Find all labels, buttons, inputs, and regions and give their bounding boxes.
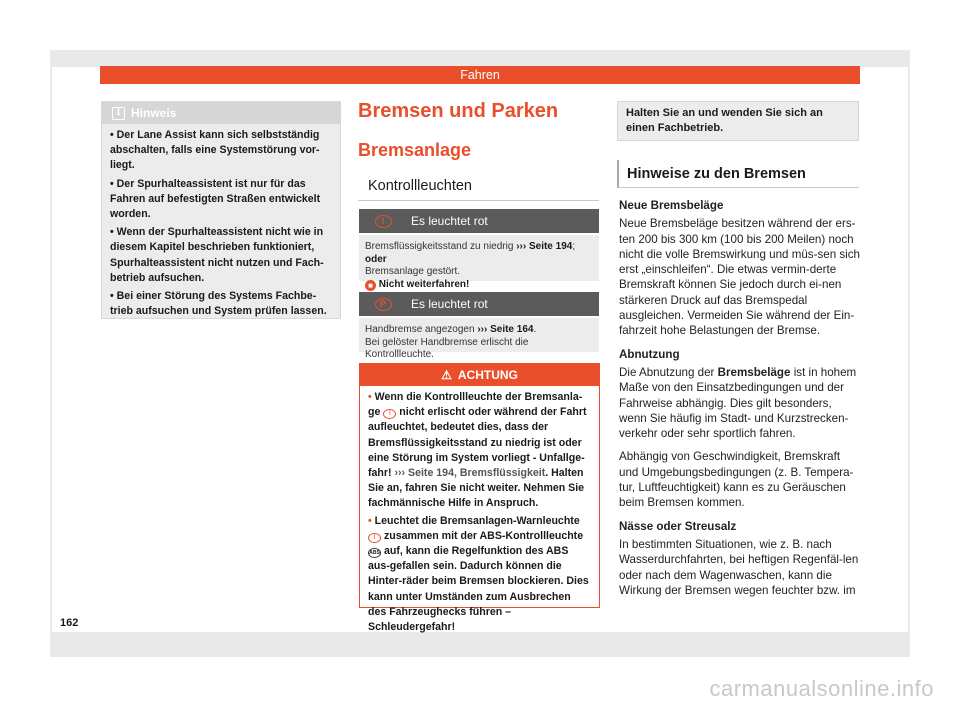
chapter-header: Fahren [100, 66, 860, 84]
page-reference: ››› Seite 164 [477, 324, 534, 335]
note-item: • Wenn der Spurhalteassistent nicht wie in diesem Kapitel beschrieben funktioniert, Spurhalteassistent nicht nutzen und Fach-betrieb aufsuchen. [110, 225, 332, 286]
subsubsection-title: Kontrollleuchten [368, 178, 472, 194]
note-title-bar [102, 102, 340, 124]
note-item: • Der Lane Assist kann sich selbstständig abschalten, falls eine Systemstörung vor-liegt. [110, 128, 332, 174]
page-number: 162 [60, 617, 79, 629]
watermark: carmanualsonline.info [709, 676, 934, 701]
note-item: • Der Spurhalteassistent ist nur für das Fahren auf befestigten Straßen entwickelt worden. [110, 177, 332, 223]
brake-warning-icon: ! [375, 215, 392, 228]
section-title: Bremsen und Parken [358, 100, 559, 122]
note-list [102, 124, 340, 319]
note-title: Hinweis [131, 106, 177, 120]
paragraph: Abhängig von Geschwindigkeit, Bremskraft und Umgebungsbedingungen (z. B. Tempera-tur, Luftfeuchtigkeit) kann es zu Geräuschen beim Bremsen kommen. [619, 450, 854, 510]
brake-warning-icon: ! [383, 409, 396, 419]
subheading: Nässe oder Streusalz [619, 519, 737, 533]
subheading: Abnutzung [619, 347, 680, 361]
caution-paragraph: • Leuchtet die Bremsanlagen-Warnleuchte ! zusammen mit der ABS-Kontrollleuchte ABS auf, kann die Regelfunktion des ABS aus-gefallen sein. Dadurch können die Hinter-räder beim Bremsen blockieren. Dies kann unter Umständen zum Ausbrechen des Fahrzeughecks führen – Schleudergefahr! [368, 514, 589, 634]
indicator-handbrake-body: Handbremse angezogen ››› Seite 164. Bei gelöster Handbremse erlischt die Kontrollleuchte. [359, 318, 599, 352]
abs-icon: ABS [369, 550, 380, 557]
paragraph: In bestimmten Situationen, wie z. B. nach Wasserdurchfahrten, bei heftigen Regenfäl-len oder nach dem Wagenwaschen, kann die Wirkung der Bremsen wegen feuchter bzw. im [619, 537, 859, 597]
caution-title: ACHTUNG [457, 368, 518, 382]
indicator-label: Es leuchtet rot [411, 297, 488, 311]
parking-brake-icon: P [375, 298, 392, 311]
section-heading: Hinweise zu den Bremsen [617, 160, 859, 188]
brake-warning-icon: ! [368, 533, 381, 543]
note-item: • Bei einer Störung des Systems Fachbe-trieb aufsuchen und System prüfen lassen. [110, 289, 332, 319]
paragraph: Die Abnutzung der Bremsbeläge ist in hohem Maße von den Einsatzbedingungen und der Fahrweise abhängig. Dies gilt besonders, wenn Sie häufig im Stadt- und Kurzstrecken-verkehr oder sehr sportlich fahren. [619, 365, 857, 441]
stop-icon: ■ [365, 280, 376, 291]
highlight-box: Halten Sie an und wenden Sie sich an einen Fachbetrieb. [617, 101, 859, 141]
subsection-title: Bremsanlage [358, 140, 472, 160]
caution-header [360, 364, 599, 386]
page-reference: ››› Seite 194, Bremsflüssigkeit [394, 467, 546, 480]
indicator-handbrake-header [359, 292, 599, 316]
caution-paragraph: • Wenn die Kontrollleuchte der Bremsanla-ge ! nicht erlischt oder während der Fahrt aufleuchtet, bedeutet dies, dass der Bremsflüssigkeitsstand zu niedrig ist oder eine Störung im System vorliegt - Unfallge-fahr! ››› Seite 194, Bremsflüssigkeit. Halten Sie an, fahren Sie nicht weiter. Nehmen Sie fachmännische Hilfe in Anspruch. [368, 391, 587, 510]
indicator-brake-fluid-body: Bremsflüssigkeitsstand zu niedrig ››› Seite 194; oder Bremsanlage gestört. ■ Nicht weiterfahren! [359, 235, 599, 281]
warning-triangle-icon: ⚠ [441, 368, 452, 382]
page-reference: ››› Seite 194 [516, 241, 573, 252]
body-text [619, 198, 861, 606]
note-box [101, 101, 341, 319]
paragraph: Neue Bremsbeläge besitzen während der ers-ten 200 bis 300 km (100 bis 200 Meilen) noch nicht die volle Bremswirkung und müs-sen sich erst „einschleifen“. Die etwas vermin-derte Bremskraft können Sie jedoch durch ei-nen stärkeren Druck auf das Bremspedal ausgleichen. Vermeiden Sie während der Ein-fahrzeit hohe Belastungen der Bremse. [619, 217, 860, 338]
indicator-label: Es leuchtet rot [411, 214, 488, 228]
subheading: Neue Bremsbeläge [619, 199, 724, 212]
divider [358, 200, 599, 201]
info-icon: i [112, 107, 125, 120]
caution-box [359, 363, 600, 634]
caution-body [360, 386, 599, 635]
indicator-brake-fluid-header [359, 209, 599, 233]
